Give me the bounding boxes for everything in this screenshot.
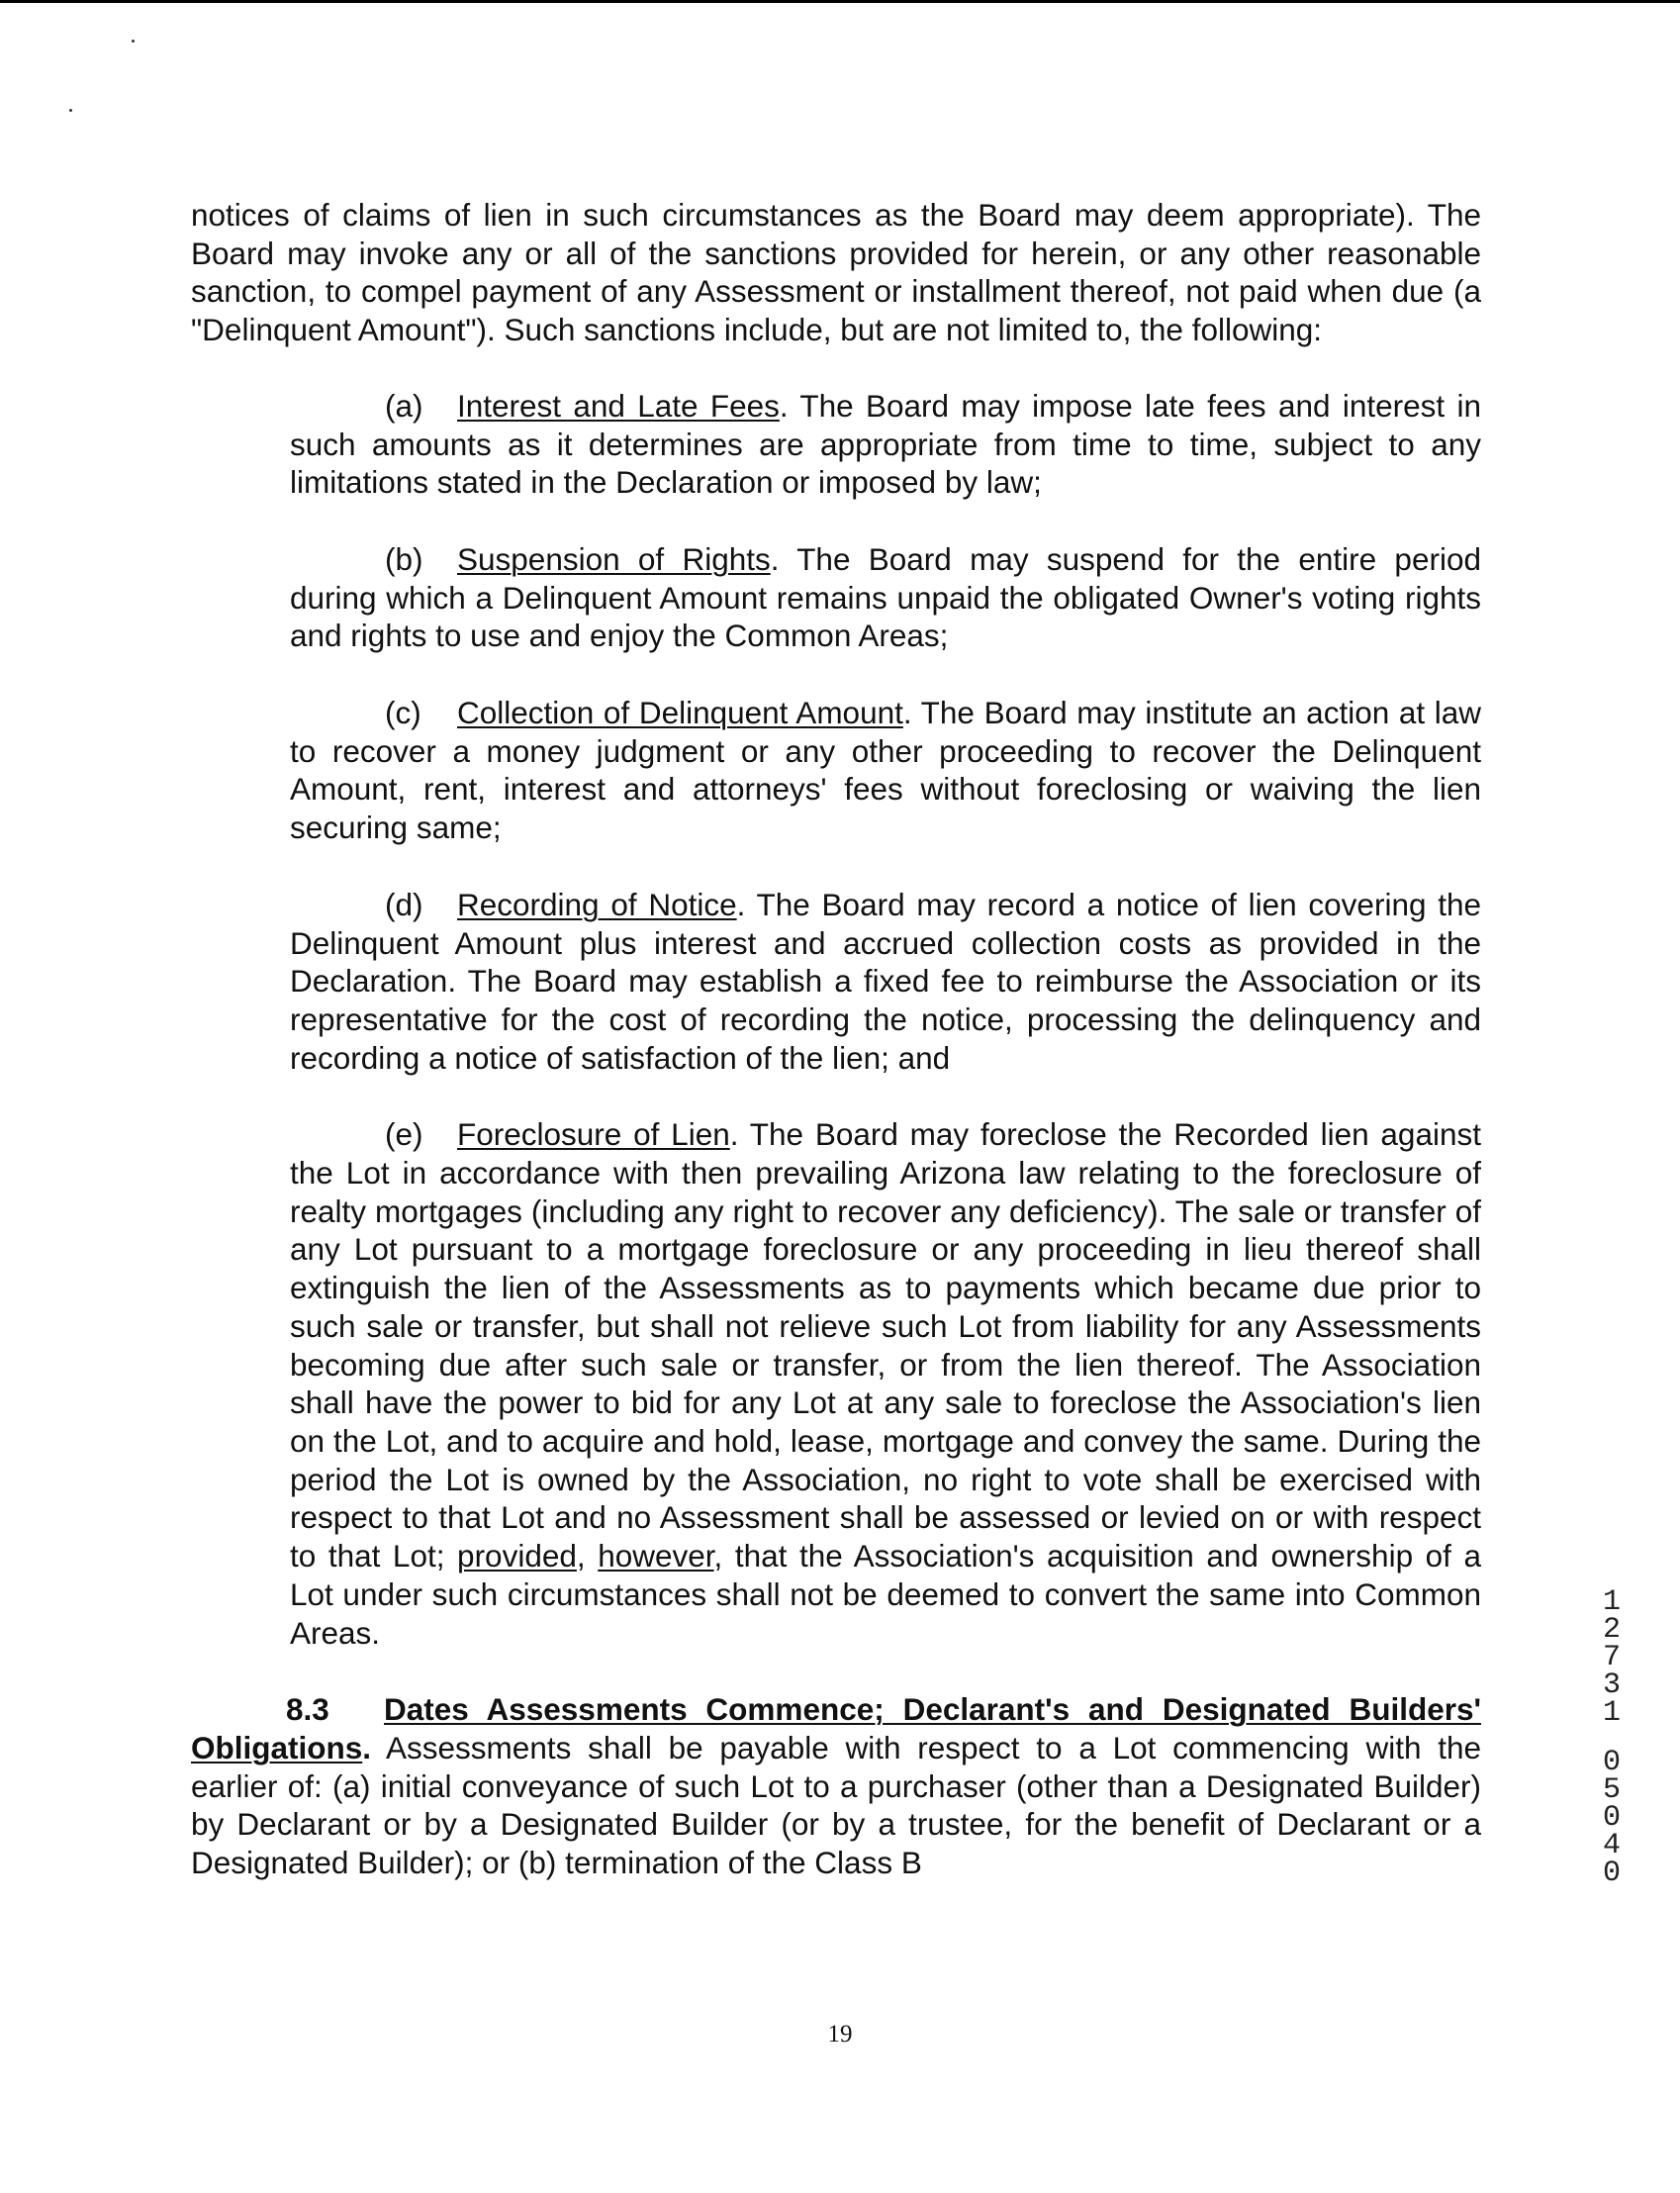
section-text: Assessments shall be payable with respect to a Lot commencing with the earlier of: (a) initial conveyance of such Lot to a purchaser (other than a Designated Builder) by Declarant or by a Designated Builder (or by a trustee, for the benefit of Declarant or a Designated Builder); or (b) termination of the Class B [191,1729,1481,1881]
item-label: (c) [385,695,421,731]
item-text: , [576,1538,599,1574]
stamp-digit: 3 [1602,1669,1621,1702]
document-body [191,196,1481,1882]
list-item [290,540,1481,655]
stamp-digit: 0 [1602,1801,1621,1835]
item-text: . The Board may suspend for the entire period during which a Delinquent Amount remains unpaid the obligated Owner's voting rights and rights to use and enjoy the Common Areas; [290,540,1481,654]
item-text: . The Board may institute an action at law to recover a money judgment or any other proceeding to recover the Delinquent Amount, rent, interest and attorneys' fees without foreclosing or waiving the lien securing same; [290,695,1482,846]
item-text: . The Board may foreclose the Recorded lien against the Lot in accordance with then prevailing Arizona law relating to the foreclosure of realty mortgages (including any right to recover any deficiency). The sale or transfer of any Lot pursuant to a mortgage foreclosure or any proceeding in lieu thereof shall extinguish the lien of the Assessments as to payments which became due prior to such sale or transfer, but shall not relieve such Lot from liability for any Assessments becoming due after such sale or transfer, or from the lien thereof. The Association shall have the power to bid for any Lot at any sale to foreclose the Association's lien on the Lot, and to acquire and hold, lease, mortgage and convey the same. During the period the Lot is owned by the Association, no right to vote shall be exercised with respect to that Lot and no Assessment shall be assessed or levied on or with respect to that Lot; [290,1116,1481,1574]
top-border [0,0,1680,3]
item-label: (b) [385,540,423,577]
stamp-digit: 1 [1602,1585,1621,1619]
stamp-digit: 4 [1602,1829,1621,1862]
scan-speck [132,40,135,43]
stamp-digit: 5 [1602,1773,1621,1807]
item-title: Suspension of Rights [457,540,771,577]
section-title: Dates Assessments Commence; Declarant's and Designated Builders' Obligations [191,1691,1481,1765]
stamp-digit: 0 [1602,1857,1621,1890]
item-label: (d) [385,886,423,922]
stamp-digit: 1 [1602,1696,1621,1730]
list-item [290,387,1481,502]
item-emphasis: however [598,1538,714,1574]
item-emphasis: provided [457,1538,577,1574]
section-number: 8.3 [286,1691,329,1728]
item-text: . The Board may record a notice of lien covering the Delinquent Amount plus interest and accrued collection costs as provided in the Declaration. The Board may establish a fixed fee to reimburse the Association or its representative for the cost of recording the notice, processing the delinquency and recording a notice of satisfaction of the lien; and [290,886,1482,1076]
item-title: Collection of Delinquent Amount [457,695,903,731]
item-title: Interest and Late Fees [457,387,780,424]
list-item [290,1115,1481,1652]
section-paragraph [191,1690,1481,1882]
intro-paragraph: notices of claims of lien in such circumstances as the Board may deem appropriate). The Board may invoke any or all of the sanctions provided for herein, or any other reasonable sanction, to compel payment of any Assessment or installment thereof, not paid when due (a "Delinquent Amount"). Such sanctions include, but are not limited to, the following: [191,197,1481,348]
item-title: Foreclosure of Lien [457,1116,730,1153]
page-number: 19 [827,2021,853,2048]
stamp-digit: 7 [1602,1641,1621,1674]
section-title-period: . [362,1729,372,1765]
list-item [290,886,1481,1078]
item-label: (e) [385,1116,423,1153]
list-item [290,694,1481,847]
stamp-digit: 0 [1602,1746,1621,1779]
scan-speck [69,109,72,112]
item-label: (a) [385,387,423,424]
stamp-digit: 2 [1602,1613,1621,1647]
item-text: , that the Association's acquisition and ownership of a Lot under such circumstances shall not be deemed to convert the same into Common Areas. [290,1538,1481,1651]
recording-number-stamp [1597,1585,1627,1890]
item-text: . The Board may impose late fees and interest in such amounts as it determines are appropriate from time to time, subject to any limitations stated in the Declaration or imposed by law; [290,387,1481,501]
item-title: Recording of Notice [457,886,737,922]
